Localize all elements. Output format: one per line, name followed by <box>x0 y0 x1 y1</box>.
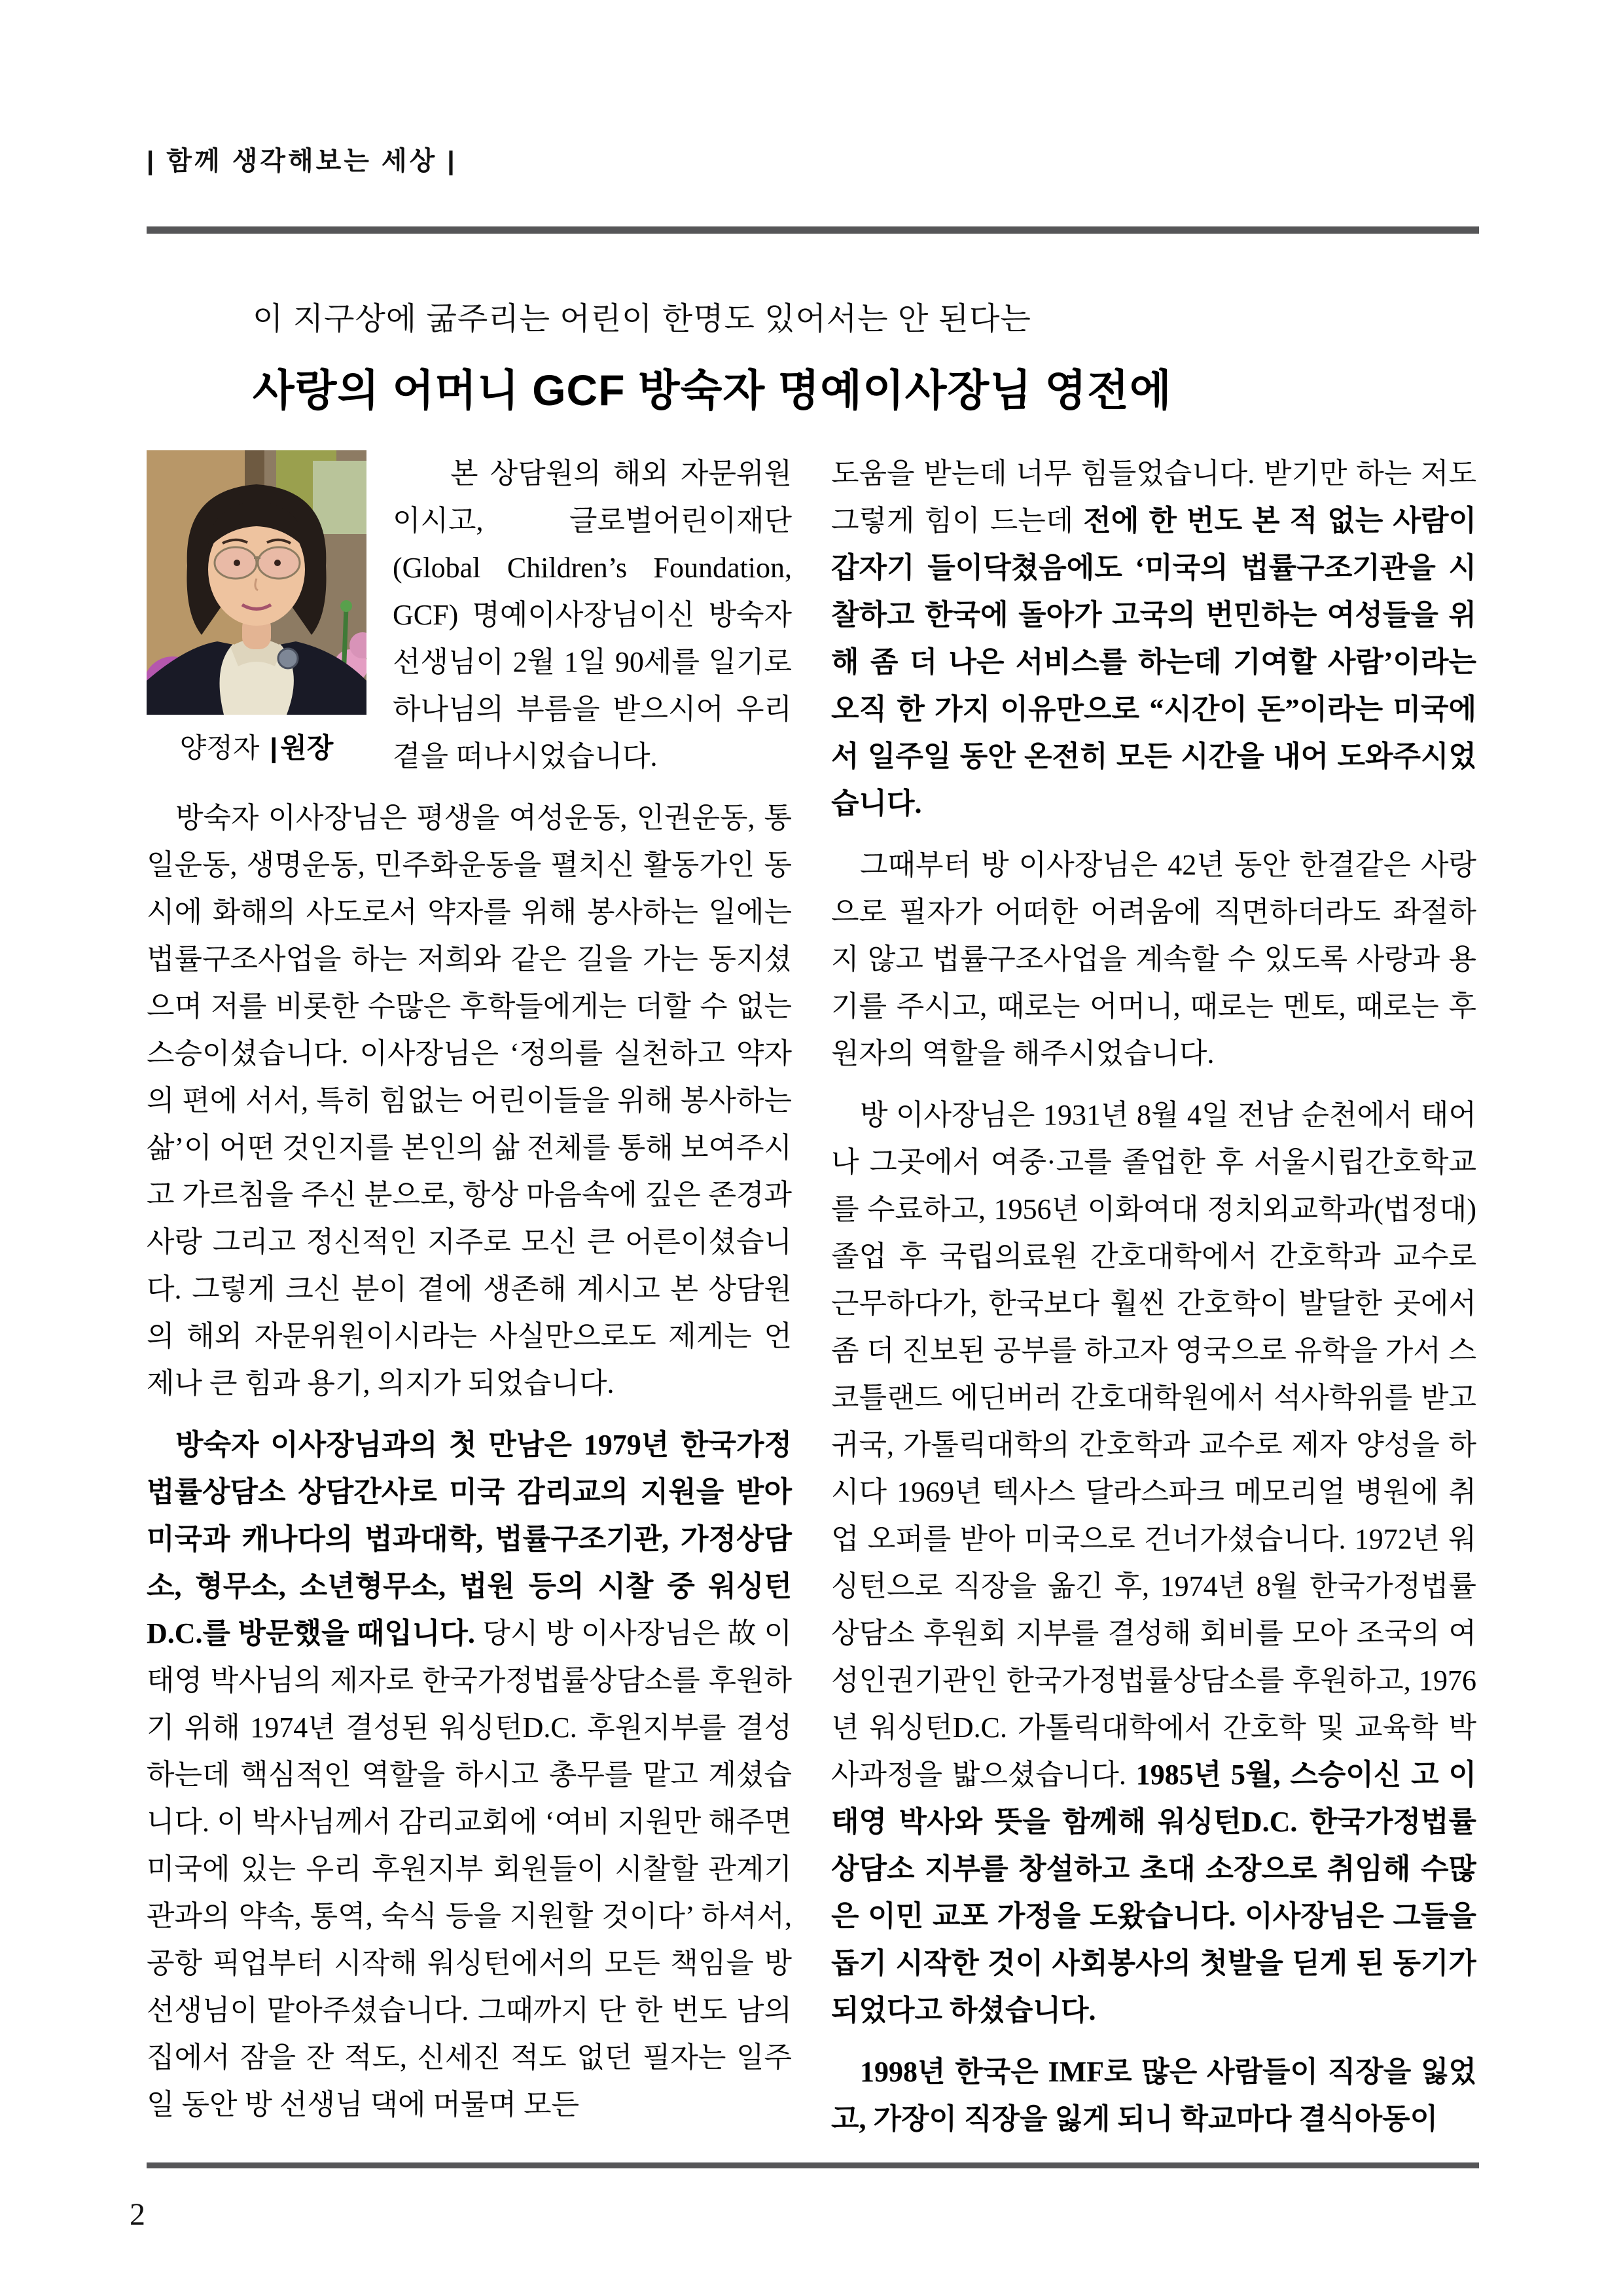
paragraph-imf <box>831 2049 1476 2143</box>
section-kicker: | 함께 생각해보는 세상 | <box>147 147 457 175</box>
lead-paragraph-with-photo <box>147 450 792 780</box>
photo-caption <box>147 726 366 766</box>
page-number: 2 <box>130 2197 145 2232</box>
photo-caption-name: 양정자 <box>179 732 260 763</box>
paragraph-first-meeting <box>147 1422 792 2128</box>
portrait-photo-icon <box>147 450 366 715</box>
paragraph-first-meeting-rest: 당시 방 이사장님은 故 이태영 박사님의 제자로 한국가정법률상담소를 후원하기 위해 1974년 결성된 워싱턴D.C. 후원지부를 결성하는데 핵심적인 역할을 하시고 총무를 맡고 계셨습니다. 이 박사님께서 감리교회에 ‘여비 지원만 해주면 미국에 있는 우리 후원지부 회원들이 시찰할 관계기관과의 약속, 통역, 숙식 등을 지원할 것이다’ 하셔서, 공항 픽업부터 시작해 워싱턴에서의 모든 책임을 방 선생님이 맡아주셨습니다. 그때까지 단 한 번도 남의 집에서 잠을 잔 적도, 신세진 적도 없던 필자는 일주일 동안 방 선생님 댁에 머물며 모든 <box>147 1617 792 2121</box>
article-body <box>147 450 1476 2149</box>
paragraph-help-regular: 도움을 받는데 너무 힘들었습니다. 받기만 하는 저도 그렇게 힘이 드는데 <box>831 457 1476 537</box>
bottom-divider <box>147 2162 1479 2168</box>
photo-caption-separator: | <box>270 732 278 763</box>
paragraph-biography-regular: 방 이사장님은 1931년 8월 4일 전남 순천에서 태어나 그곳에서 여중·고를 졸업한 후 서울시립간호학교를 수료하고, 1956년 이화여대 정치외교학과(법정대) 졸업 후 국립의료원 간호대학에서 간호학과 교수로 근무하다가, 한국보다 훨씬 간호학이 발달한 곳에서 좀 더 진보된 공부를 하고자 영국으로 유학을 가서 스코틀랜드 에딘버러 간호대학원에서 석사학위를 받고 귀국, 가톨릭대학의 간호학과 교수로 제자 양성을 하시다 1969년 텍사스 달라스파크 메모리얼 병원에 취업 오퍼를 받아 미국으로 건너가셨습니다. 1972년 워싱턴으로 직장을 옮긴 후, 1974년 8월 한국가정법률상담소 후원회 지부를 결성해 회비를 모아 조국의 여성인권기관인 한국가정법률상담소를 후원하고, 1976년 워싱턴D.C. 가톨릭대학에서 간호학 및 교육학 박사과정을 밟으셨습니다. <box>831 1099 1476 1791</box>
article-subtitle: 이 지구상에 굶주리는 어린이 한명도 있어서는 안 된다는 <box>253 302 1031 336</box>
paragraph-help-continued <box>831 450 1476 827</box>
paragraph-obituary-lead: 본 상담원의 해외 자문위원이시고, 글로벌어린이재단(Global Children’s Foundation, GCF) 명예이사장님이신 방숙자 선생님이 2월 1일 90세를 일기로 하나님의 부름을 받으시어 우리 곁을 떠나시었습니다. <box>393 457 792 772</box>
paragraph-imf-bold: 1998년 한국은 IMF로 많은 사람들이 직장을 잃었고, 가장이 직장을 잃게 되니 학교마다 결식아동이 <box>831 2056 1476 2135</box>
top-divider <box>147 226 1479 234</box>
paragraph-biography-bold: 1985년 5월, 스승이신 고 이태영 박사와 뜻을 함께해 워싱턴D.C. 한국가정법률상담소 지부를 창설하고 초대 소장으로 취임해 수많은 이민 교포 가정을 도왔습니다. 이사장님은 그들을 돕기 시작한 것이 사회봉사의 첫발을 딛게 된 동기가 되었다고 하셨습니다. <box>831 1759 1476 2026</box>
paragraph-first-meeting-bold: 방숙자 이사장님과의 첫 만남은 1979년 한국가정법률상담소 상담간사로 미국 감리교의 지원을 받아 미국과 캐나다의 법과대학, 법률구조기관, 가정상담소, 형무소, 소년형무소, 법원 등의 시찰 중 워싱턴D.C.를 방문했을 때입니다. <box>147 1429 792 1649</box>
left-column <box>147 450 792 2149</box>
photo-caption-role: 원장 <box>280 732 334 763</box>
article-title: 사랑의 어머니 GCF 방숙자 명예이사장님 영전에 <box>253 366 1172 414</box>
right-column <box>831 450 1476 2149</box>
portrait-figure <box>147 450 366 780</box>
paragraph-42-years: 그때부터 방 이사장님은 42년 동안 한결같은 사랑으로 필자가 어떠한 어려움에 직면하더라도 좌절하지 않고 법률구조사업을 계속할 수 있도록 사랑과 용기를 주시고, 때로는 어머니, 때로는 멘토, 때로는 후원자의 역할을 해주시었습니다. <box>831 849 1476 1069</box>
paragraph-help-bold: 전에 한 번도 본 적 없는 사람이 갑자기 들이닥쳤음에도 ‘미국의 법률구조기관을 시찰하고 한국에 돌아가 고국의 번민하는 여성들을 위해 좀 더 나은 서비스를 하는데 기여할 사람’이라는 오직 한 가지 이유만으로 “시간이 돈”이라는 미국에서 일주일 동안 온전히 모든 시간을 내어 도와주시었습니다. <box>831 505 1476 819</box>
paragraph-biography <box>831 1092 1476 2034</box>
title-block <box>253 293 1535 418</box>
paragraph-life-tribute: 방숙자 이사장님은 평생을 여성운동, 인권운동, 통일운동, 생명운동, 민주화운동을 펼치신 활동가인 동시에 화해의 사도로서 약자를 위해 봉사하는 일에는 법률구조사업을 하는 저희와 같은 길을 가는 동지셨으며 저를 비롯한 수많은 후학들에게는 더할 수 없는 스승이셨습니다. 이사장님은 ‘정의를 실천하고 약자의 편에 서서, 특히 힘없는 어린이들을 위해 봉사하는 삶’이 어떤 것인지를 본인의 삶 전체를 통해 보여주시고 가르침을 주신 분으로, 항상 마음속에 깊은 존경과 사랑 그리고 정신적인 지주로 모신 큰 어른이셨습니다. 그렇게 크신 분이 곁에 생존해 계시고 본 상담원의 해외 자문위원이시라는 사실만으로도 제게는 언제나 큰 힘과 용기, 의지가 되었습니다. <box>147 802 792 1399</box>
